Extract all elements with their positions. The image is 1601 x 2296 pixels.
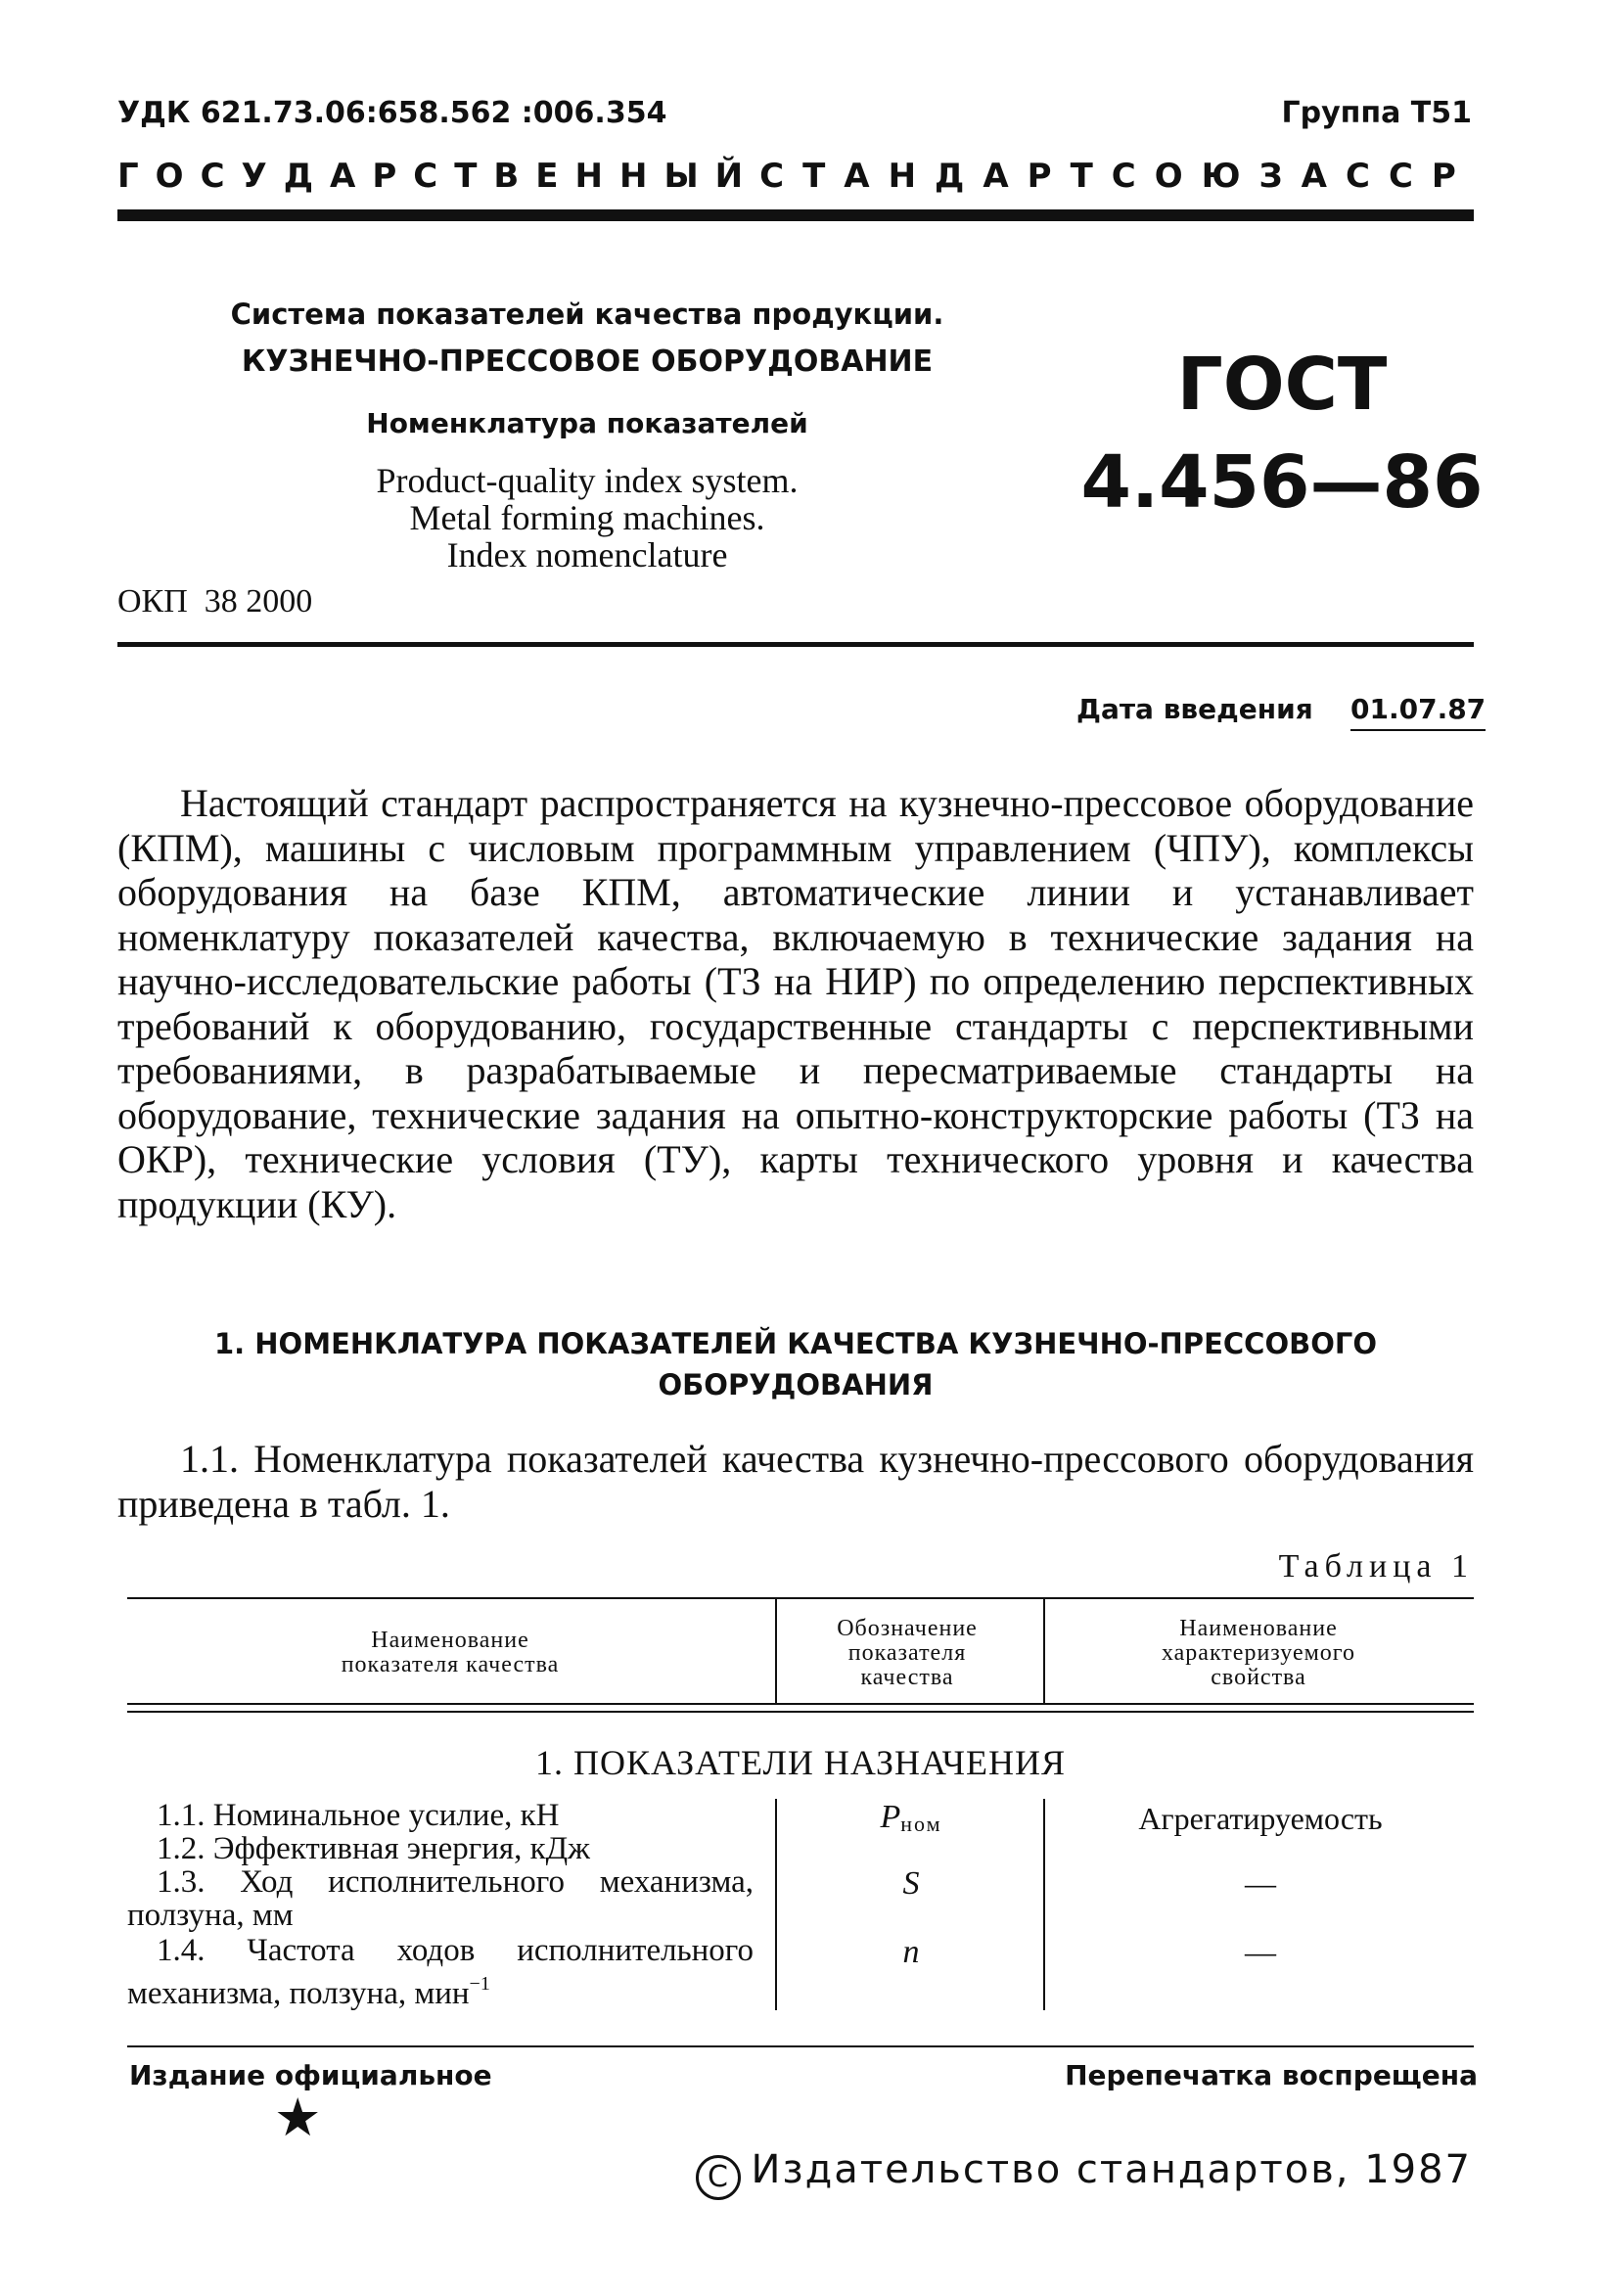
- table-row-property: Агрегатируемость: [1138, 1801, 1383, 1836]
- reprint-prohibited: Перепечатка воспрещена: [1065, 2059, 1478, 2091]
- table-label: Таблица 1: [1278, 1548, 1474, 1584]
- english-title-line: Metal forming machines.: [409, 498, 765, 537]
- table-row-property: —: [1245, 1934, 1276, 1969]
- header-line: качества: [860, 1665, 954, 1690]
- table-row-symbol: S: [902, 1865, 920, 1902]
- table-row-name: [127, 1832, 754, 1865]
- symbol-subscript: ном: [900, 1812, 942, 1836]
- header-line: показателя качества: [341, 1652, 560, 1677]
- row-name-text: [127, 1934, 754, 2010]
- paragraph-1-1: [117, 1437, 1474, 1526]
- footer-rule: [127, 2045, 1474, 2047]
- group-code: Группа Т51: [1281, 96, 1472, 130]
- section-heading: [117, 1323, 1474, 1405]
- star-icon: ★: [274, 2089, 322, 2147]
- state-standard-word: ССР: [1346, 157, 1475, 196]
- gost-word: ГОСТ: [1176, 343, 1388, 427]
- intro-text: Настоящий стандарт распространяется на кузнечно-прессовое оборудование (КПМ), машины с числовым программным управлением (ЧПУ), комплексы оборудования на базе КПМ, автоматические линии и устанавливает номенклатуру показателей качества, включаемую в технические задания на научно-исследовательские работы (ТЗ на НИР) по определению перспективных требований к оборудованию, государственные стандарты с перспективными требованиями, в разрабатываемые и пересматриваемые стандарты на оборудование, технические задания на опытно-конструкторские работы (ТЗ на ОКР), технические условия (ТУ), карты технического уровня и качества продукции (КУ).: [117, 781, 1474, 1226]
- table-column-divider: [1043, 1599, 1045, 1703]
- intro-paragraph: [117, 781, 1474, 1226]
- section-heading-line: ОБОРУДОВАНИЯ: [658, 1368, 934, 1401]
- gost-number: 4.456—86: [1080, 440, 1484, 525]
- english-title: [196, 462, 979, 574]
- publisher-text: Издательство стандартов, 1987: [751, 2147, 1472, 2192]
- table-row-name: [127, 1799, 754, 1832]
- main-title: КУЗНЕЧНО-ПРЕССОВОЕ ОБОРУДОВАНИЕ: [241, 344, 934, 379]
- udk-code: УДК 621.73.06:658.562 :006.354: [117, 96, 667, 130]
- table-header-rule: [127, 1703, 1474, 1705]
- header-line: Обозначение: [837, 1616, 978, 1641]
- table-column-divider: [775, 1599, 777, 1703]
- table-row-property: —: [1245, 1865, 1276, 1901]
- header-line: Наименование: [1179, 1616, 1338, 1641]
- title-rule: [117, 642, 1474, 647]
- row-name-text: 1.3. Ход исполнительного механизма, ползуна, мм: [127, 1864, 754, 1933]
- intro-date-value: 01.07.87: [1350, 693, 1486, 731]
- header-rule: [117, 209, 1474, 221]
- table-section-title: 1. ПОКАЗАТЕЛИ НАЗНАЧЕНИЯ: [535, 1743, 1066, 1782]
- state-standard-banner: [117, 157, 1474, 196]
- table-top-rule: [127, 1597, 1474, 1599]
- table-row-symbol: [779, 1799, 1043, 1837]
- copyright-icon: C: [696, 2155, 741, 2200]
- english-title-line: Index nomenclature: [446, 535, 728, 574]
- table-column-divider: [1043, 1799, 1045, 2010]
- okp-code: ОКП 38 2000: [117, 583, 313, 620]
- state-standard-word: СОЮЗА: [1111, 157, 1346, 196]
- header-line: Наименование: [371, 1628, 529, 1653]
- table-column-divider: [775, 1799, 777, 2010]
- paragraph-1-1-text: 1.1. Номенклатура показателей качества кузнечно-прессового оборудования приведена в табл. 1.: [117, 1437, 1474, 1526]
- header-line: характеризуемого: [1161, 1640, 1356, 1666]
- table-header-rule: [127, 1711, 1474, 1713]
- symbol-main: P: [880, 1799, 901, 1835]
- header-line: показателя: [847, 1640, 967, 1666]
- section-heading-line: 1. НОМЕНКЛАТУРА ПОКАЗАТЕЛЕЙ КАЧЕСТВА КУЗНЕЧНО-ПРЕССОВОГО: [214, 1327, 1377, 1360]
- row-name-text: 1.1. Номинальное усилие, кН: [157, 1798, 560, 1833]
- table-header-name: [127, 1629, 773, 1677]
- state-standard-word: ГОСУДАРСТВЕННЫЙ: [117, 157, 760, 196]
- row-name-main: 1.4. Частота ходов исполнительного механизма, ползуна, мин: [127, 1933, 754, 2011]
- official-edition: Издание официальное: [129, 2059, 492, 2091]
- row-name-superscript: −1: [469, 1973, 490, 1995]
- system-title: Система показателей качества продукции.: [230, 298, 944, 331]
- intro-date-label: Дата введения: [1076, 693, 1313, 725]
- row-name-text: 1.2. Эффективная энергия, кДж: [157, 1831, 590, 1866]
- state-standard-word: СТАНДАРТ: [759, 157, 1112, 196]
- table-row-symbol: n: [902, 1934, 920, 1970]
- table-row-name: [127, 1865, 754, 1932]
- table-header-symbol: [775, 1617, 1039, 1690]
- english-title-line: Product-quality index system.: [376, 461, 799, 500]
- table-header-property: [1043, 1617, 1474, 1690]
- publisher-line: [696, 2147, 1472, 2200]
- table-row-name: [127, 1934, 754, 2010]
- header-line: свойства: [1211, 1665, 1306, 1690]
- subtitle: Номенклатура показателей: [366, 407, 808, 439]
